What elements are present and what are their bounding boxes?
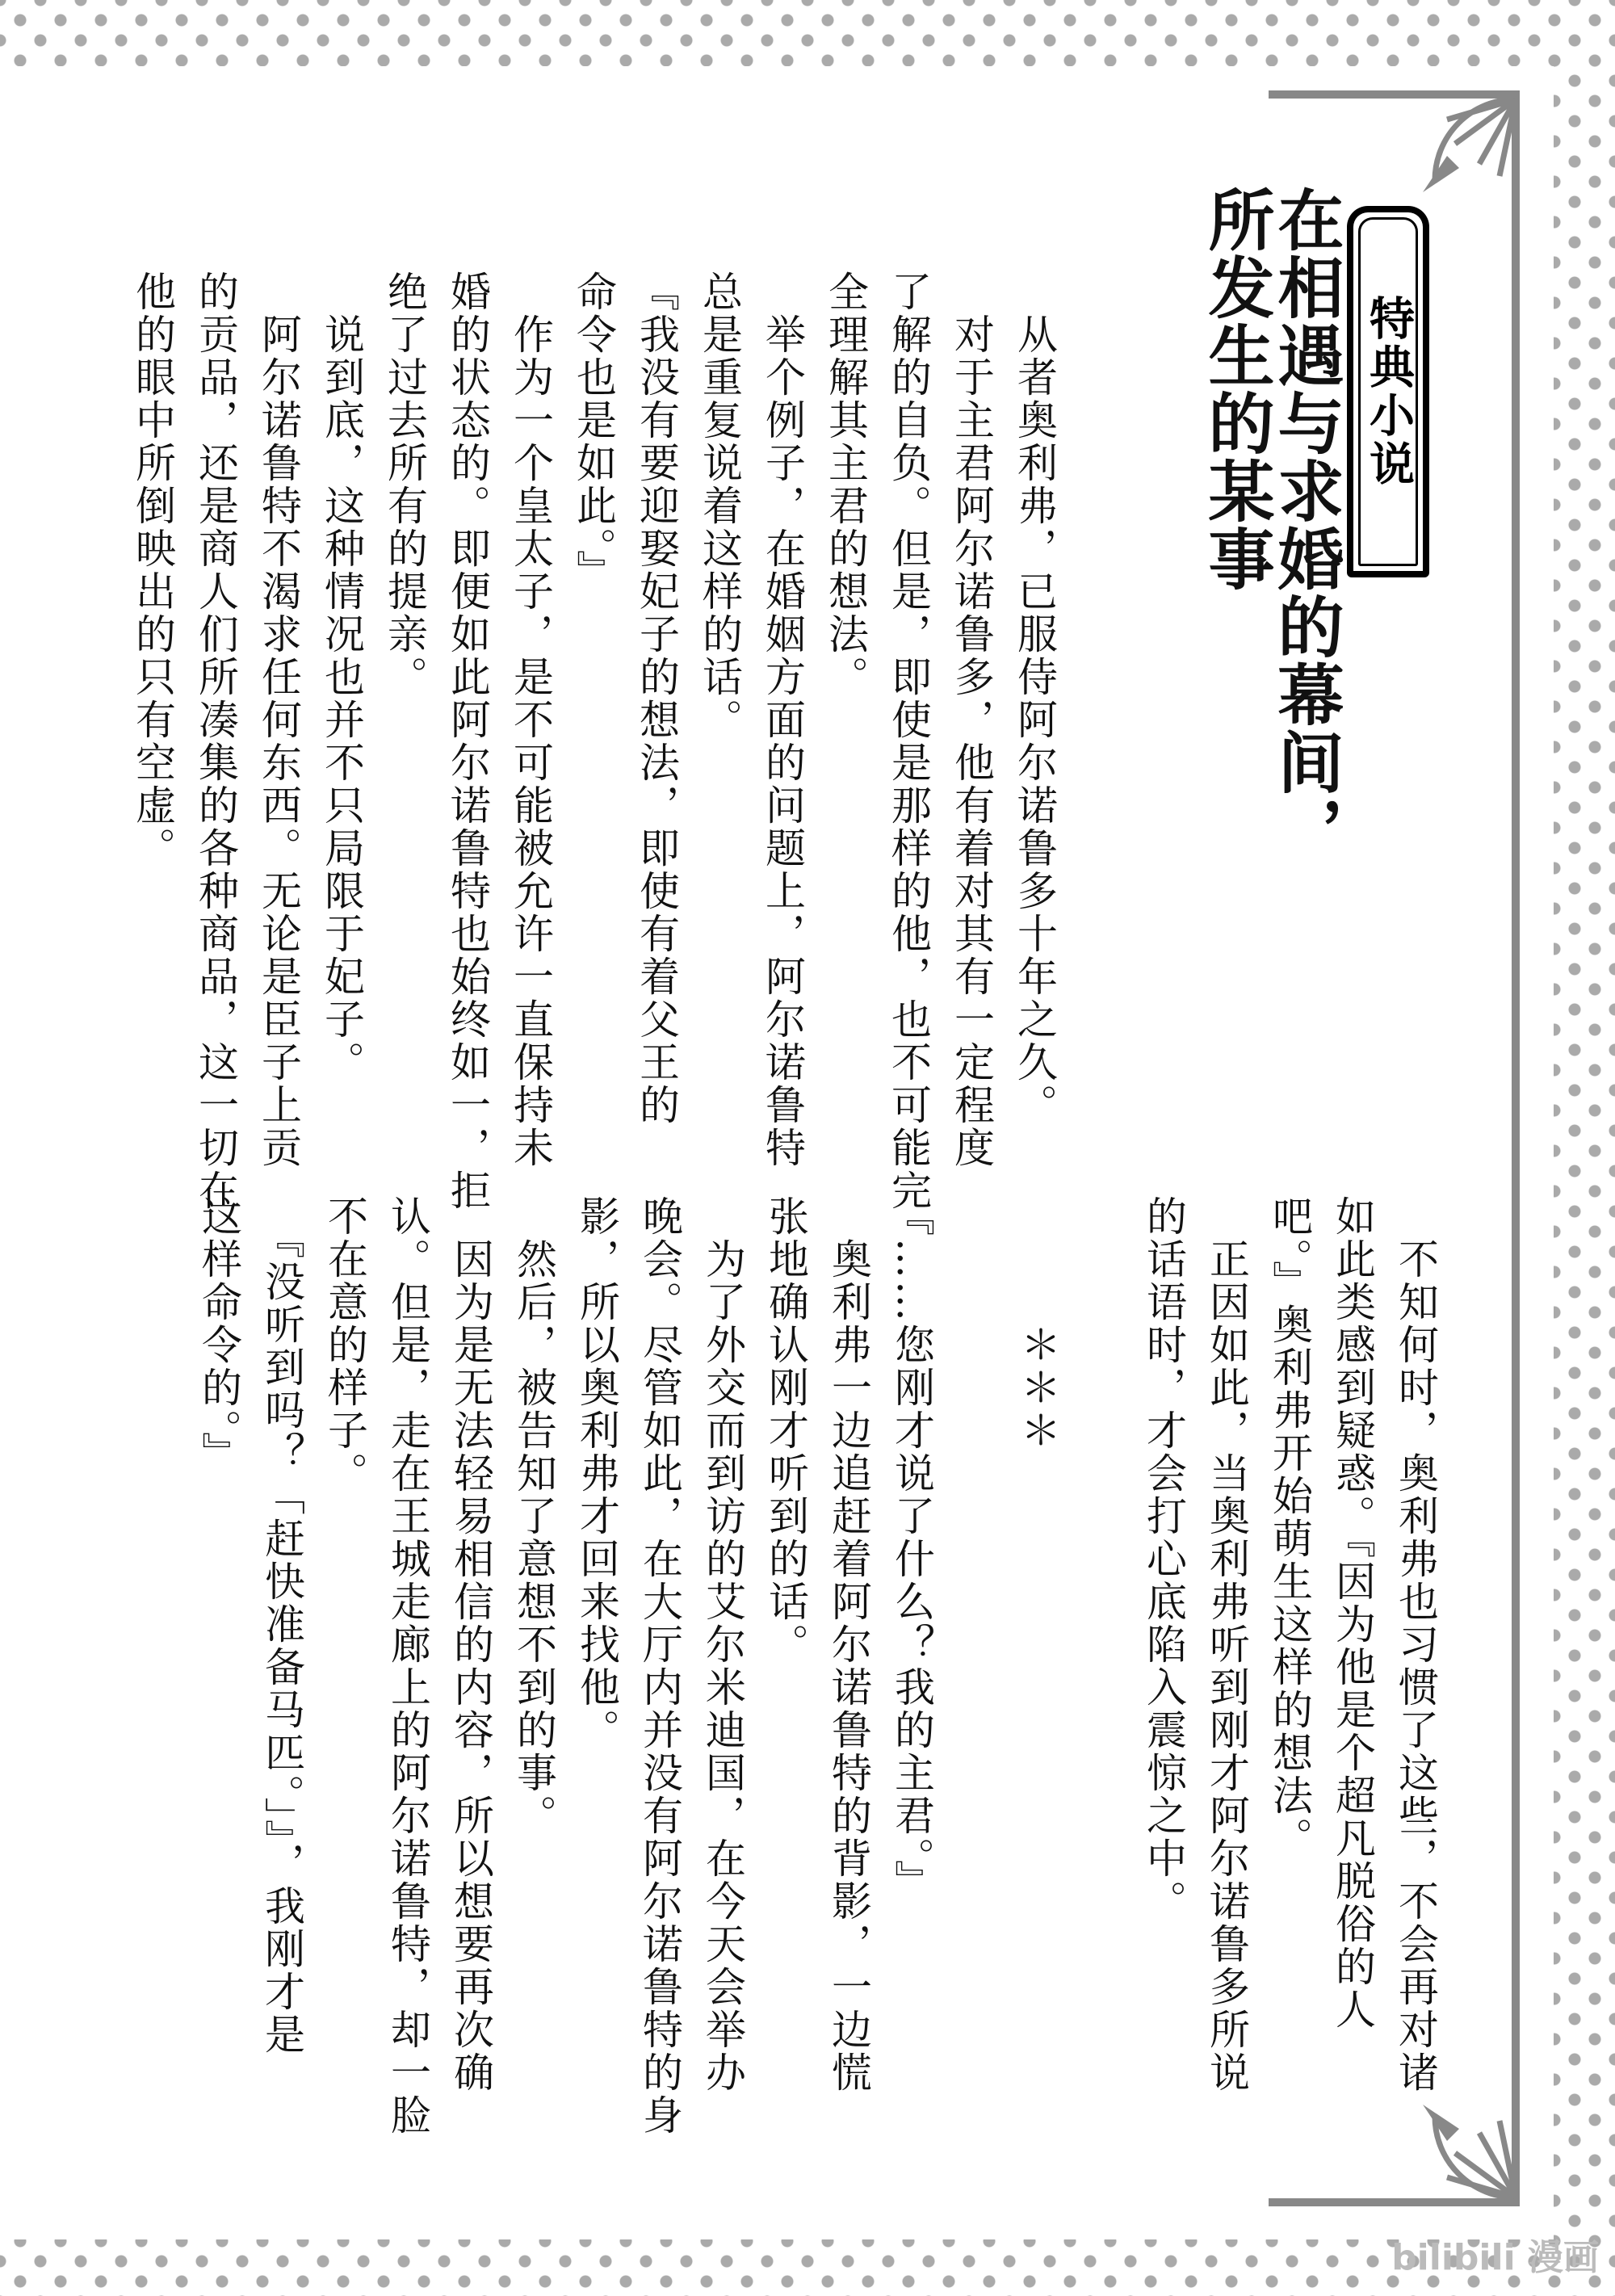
text-column: 不在意的样子。 <box>321 1195 368 1495</box>
text-column: 『没听到吗？「赶快准备马匹。」』，我刚才是 <box>258 1195 305 2056</box>
text-column: 命令也是如此。』 <box>570 271 617 593</box>
scene-break: ＊＊＊ <box>1014 1195 1061 1452</box>
text-column: 认。但是，走在王城走廊上的阿尔诺鲁特，却一脸 <box>384 1195 431 2137</box>
text-column: 奥利弗一边追赶着阿尔诺鲁特的背影，一边慌 <box>825 1195 872 2094</box>
text-column: 影，所以奥利弗才回来找他。 <box>573 1195 620 1752</box>
text-column: 他的眼中所倒映出的只有空虚。 <box>129 271 176 870</box>
chapter-title <box>1198 186 1344 864</box>
fan-ornament-icon <box>1423 95 1520 192</box>
text-column: 的贡品，还是商人们所凑集的各种商品，这一切在 <box>192 271 239 1212</box>
text-column: 绝了过去所有的提亲。 <box>381 271 428 699</box>
text-column: 作为一个皇太子，是不可能被允许一直保持未 <box>507 271 554 1169</box>
text-column: 如此类感到疑惑。『因为他是个超凡脱俗的人 <box>1329 1195 1376 2031</box>
text-column: 这样命令的。』 <box>195 1195 242 1475</box>
text-column: 阿尔诺鲁特不渴求任何东西。无论是臣子上贡 <box>255 271 302 1169</box>
text-column: 然后，被告知了意想不到的事。 <box>510 1195 557 1837</box>
text-column: 为了外交而到访的艾尔米迪国，在今天会举办 <box>699 1195 746 2094</box>
blank-column <box>943 1195 1006 2124</box>
text-column: 全理解其主君的想法。 <box>822 271 869 699</box>
text-column: 对于主君阿尔诺鲁多，他有着对其有一定程度 <box>948 271 995 1169</box>
text-column: 晚会。尽管如此，在大厅内并没有阿尔诺鲁特的身 <box>636 1195 683 2137</box>
title-line: 所发生的某事 <box>1198 186 1275 593</box>
frame-right-border <box>1512 90 1520 2206</box>
text-column: 的话语时，才会打心底陷入震惊之中。 <box>1140 1195 1187 1923</box>
text-column: 不知何时，奥利弗也习惯了这些，不会再对诸 <box>1392 1195 1439 2094</box>
text-column: 『我没有要迎娶妃子的想法，即使有着父王的 <box>633 271 680 1127</box>
section-1-text <box>121 271 1066 1212</box>
text-column: 从者奥利弗，已服侍阿尔诺鲁多十年之久。 <box>1011 271 1058 1127</box>
badge-label: 特典小说 <box>1358 217 1418 566</box>
text-column: 因为是无法轻易相信的内容，所以想要再次确 <box>447 1195 494 2094</box>
bonus-novel-badge <box>1347 206 1429 577</box>
text-column: 举个例子，在婚姻方面的问题上，阿尔诺鲁特 <box>759 271 806 1169</box>
text-column: 『……您刚才说了什么？我的主君。』 <box>888 1195 935 1903</box>
bilibili-watermark: bilibili 漫画 <box>1391 2237 1599 2278</box>
text-column: 总是重复说着这样的话。 <box>696 271 743 741</box>
text-column: 说到底，这种情况也并不只局限于妃子。 <box>318 271 365 1084</box>
text-column: 了解的自负。但是，即使是那样的他，也不可能完 <box>885 271 932 1212</box>
title-line: 在相遇与求婚的幕间， <box>1267 186 1344 864</box>
text-column: 张地确认刚才听到的话。 <box>762 1195 809 1666</box>
section-2-text <box>187 1195 1447 2137</box>
text-column: 婚的状态的。即便如此阿尔诺鲁特也始终如一，拒 <box>444 271 491 1212</box>
blank-column <box>1069 1195 1132 2124</box>
text-column: 吧。』奥利弗开始萌生这样的想法。 <box>1266 1195 1313 1860</box>
text-column: 正因如此，当奥利弗听到刚才阿尔诺鲁多所说 <box>1203 1195 1250 2094</box>
